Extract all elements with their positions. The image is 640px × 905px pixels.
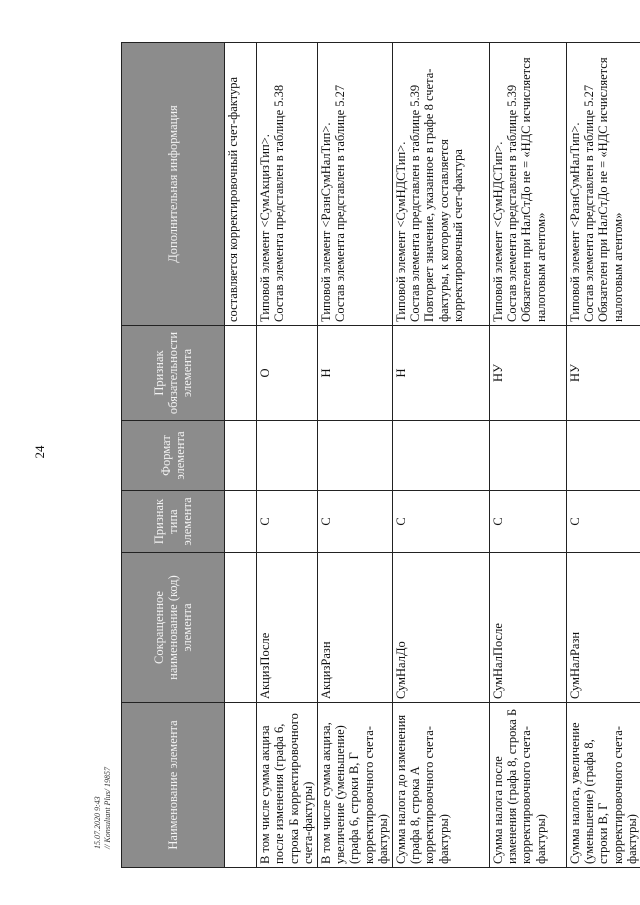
cell-name: Сумма налога после изменения (графа 8, строка Б корректировочного счета-фактуры): [489, 703, 566, 868]
cell-code: АкцизПосле: [257, 553, 318, 703]
cell-code: [225, 553, 257, 703]
info-line: Типовой элемент <РазнСумНалТип>.: [567, 122, 582, 322]
cell-obligation: Н: [392, 326, 489, 421]
cell-code: АкцизРазн: [317, 553, 392, 703]
rotated-table-container: [121, 43, 640, 868]
cell-obligation: НУ: [489, 326, 566, 421]
cell-format: [489, 421, 566, 491]
cell-obligation: Н: [317, 326, 392, 421]
header-format: Формат элемента: [122, 421, 225, 491]
info-line: Состав элемента представлен в таблице 5.39: [408, 84, 423, 322]
header-type: Признак типа элемента: [122, 491, 225, 553]
cell-info: [489, 43, 566, 326]
info-line: Типовой элемент <СумНДСТип>.: [490, 141, 505, 322]
table-row: [317, 43, 392, 868]
elements-table: [121, 42, 640, 868]
cell-name: Сумма налога, увеличение (уменьшение) (графа 8, строки В, Г корректировочного счета-фактуры): [566, 703, 640, 868]
cell-code: СумНалДо: [392, 553, 489, 703]
info-line: составляется корректировочный счет-фактура: [226, 76, 240, 322]
cell-code: СумНалРазн: [566, 553, 640, 703]
info-line: Состав элемента представлен в таблице 5.27: [582, 84, 597, 322]
cell-format: [257, 421, 318, 491]
info-line: Состав элемента представлен в таблице 5.27: [333, 84, 348, 322]
cell-type: С: [566, 491, 640, 553]
cell-obligation: [225, 326, 257, 421]
cell-format: [392, 421, 489, 491]
cell-name: В том числе сумма акциза после изменения (графа 6, строка Б корректировочного счета-фактуры): [257, 703, 318, 868]
cell-name: [225, 703, 257, 868]
stamp-line: // Konsultant Plus/ 19857: [103, 766, 112, 850]
header-obligation: Признак обязательности элемента: [122, 326, 225, 421]
info-line: Типовой элемент <СумАкцизТип>.: [258, 134, 272, 322]
cell-type: С: [317, 491, 392, 553]
cell-type: [225, 491, 257, 553]
cell-name: Сумма налога до изменения (графа 8, строка А корректировочного счета-фактуры): [392, 703, 489, 868]
cell-info: [257, 43, 318, 326]
table-body: [225, 43, 640, 868]
table-row: [257, 43, 318, 868]
cell-code: СумНалПосле: [489, 553, 566, 703]
info-line: Повторяет значение, указанное в графе 8 счета-фактуры, к которому составляется корректировочный счет-фактура: [422, 68, 466, 322]
cell-obligation: НУ: [566, 326, 640, 421]
header-code: Сокращенное наименование (код) элемента: [122, 553, 225, 703]
cell-info: [566, 43, 640, 326]
table-row: [225, 43, 257, 868]
cell-info: [317, 43, 392, 326]
info-line: Состав элемента представлен в таблице 5.39: [505, 84, 520, 322]
header-row: [122, 43, 225, 868]
cell-obligation: О: [257, 326, 318, 421]
cell-format: [566, 421, 640, 491]
table-row: [392, 43, 489, 868]
cell-type: С: [392, 491, 489, 553]
page-number: 24: [32, 445, 47, 459]
cell-type: С: [257, 491, 318, 553]
cell-info: [225, 43, 257, 326]
info-line: Состав элемента представлен в таблице 5.38: [272, 84, 287, 322]
cell-format: [317, 421, 392, 491]
table-row: [489, 43, 566, 868]
document-stamp: [93, 767, 113, 849]
cell-info: [392, 43, 489, 326]
cell-format: [225, 421, 257, 491]
info-line: Типовой элемент <СумНДСТип>.: [393, 141, 408, 322]
stamp-line: 15.07.2020 9:43: [93, 796, 102, 850]
info-line: Обязателен при НалСтДо не = «НДС исчисляется налоговым агентом»: [596, 57, 625, 322]
info-line: Типовой элемент <РазнСумНалТип>.: [318, 122, 333, 322]
cell-type: С: [489, 491, 566, 553]
header-info: Дополнительная информация: [122, 43, 225, 326]
header-name: Наименование элемента: [122, 703, 225, 868]
cell-name: В том числе сумма акциза, увеличение (уменьшение) (графа 6, строки В, Г корректировочного счета-фактуры): [317, 703, 392, 868]
table-row: [566, 43, 640, 868]
info-line: Обязателен при НалСтДо не = «НДС исчисляется налоговым агентом»: [519, 57, 548, 322]
